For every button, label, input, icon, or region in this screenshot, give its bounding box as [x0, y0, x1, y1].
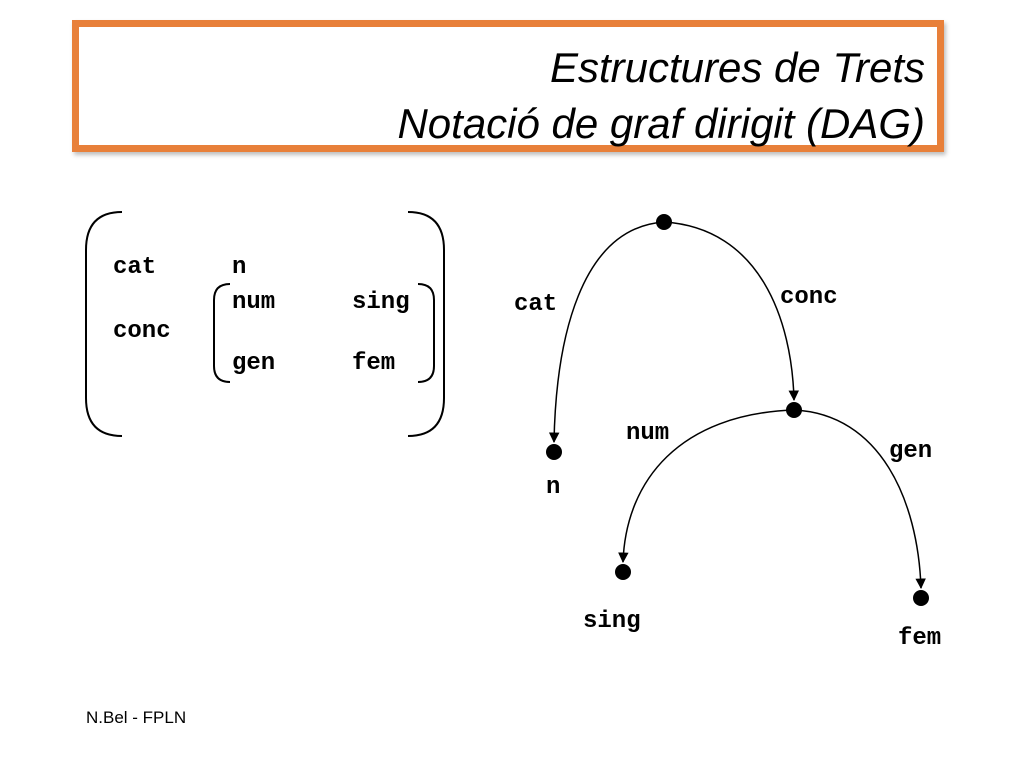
avm-feature-gen: gen [232, 350, 276, 377]
edge-label-conc: conc [780, 284, 838, 311]
slide-subtitle: Notació de graf dirigit (DAG) [397, 100, 925, 147]
node-fem [913, 590, 929, 606]
edge-conc [664, 222, 794, 400]
avm-feature-cat: cat [113, 254, 157, 281]
edge-num [623, 410, 794, 562]
node-label-sing: sing [583, 608, 641, 635]
avm-feature-conc: conc [113, 318, 171, 345]
node-root [656, 214, 672, 230]
node-conc [786, 402, 802, 418]
avm-value-sing: sing [352, 289, 410, 316]
avm-inner-right-bracket [418, 284, 434, 382]
footer-credit: N.Bel - FPLN [86, 708, 187, 727]
node-n [546, 444, 562, 460]
edge-cat [554, 222, 664, 442]
avm-outer-left-bracket [86, 212, 122, 436]
edge-label-gen: gen [889, 438, 933, 465]
edge-label-cat: cat [514, 291, 558, 318]
avm-value-n: n [232, 254, 247, 281]
avm-outer-right-bracket [408, 212, 444, 436]
avm-value-fem: fem [352, 350, 396, 377]
slide-title: Estructures de Trets [549, 44, 925, 91]
node-label-fem: fem [898, 625, 942, 652]
avm-inner-left-bracket [214, 284, 230, 382]
edge-gen [794, 410, 921, 588]
avm-feature-num: num [232, 289, 276, 316]
node-label-n: n [546, 474, 561, 501]
edge-label-num: num [626, 420, 670, 447]
node-sing [615, 564, 631, 580]
